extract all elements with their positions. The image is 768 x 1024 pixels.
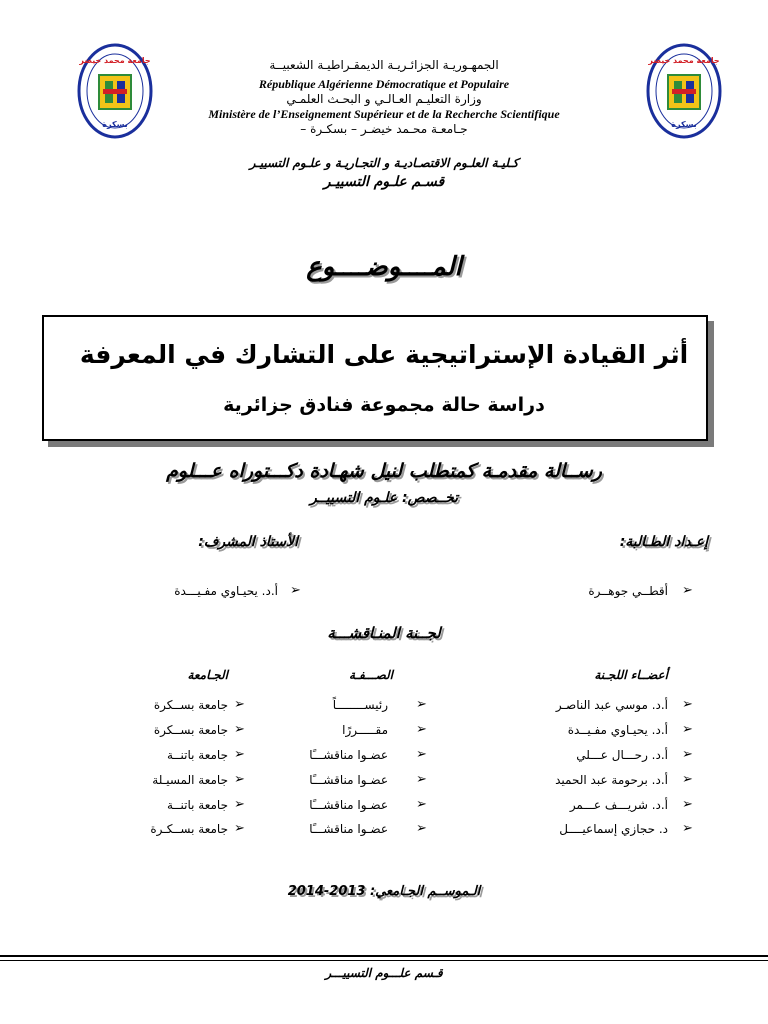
bullet-arrow-icon: ➢ <box>682 722 693 737</box>
subject-label: المــــوضــــوع <box>306 252 462 282</box>
ministry-french: Ministère de l’Enseignement Supérieur et de la Recherche Scientifique <box>208 107 560 121</box>
bullet-arrow-icon: ➢ <box>234 797 245 812</box>
bullet-arrow-icon: ➢ <box>234 722 245 737</box>
bullet-arrow-icon: ➢ <box>234 747 245 762</box>
committee-role: عضـوا مناقشـــًا <box>309 822 388 836</box>
committee-member: أ.د. برحومة عبد الحميد <box>555 773 668 787</box>
bullet-arrow-icon: ➢ <box>234 697 245 712</box>
committee-member: أ.د. يحيـاوي مفـيــدة <box>567 723 668 737</box>
committee-university: جامعة بســكرة <box>153 698 228 712</box>
committee-role: عضـوا مناقشـــًا <box>309 798 388 812</box>
bullet-arrow-icon: ➢ <box>416 722 427 737</box>
student-name: أقطــي جوهــرة <box>588 584 668 598</box>
ministry-arabic: وزارة التعليـم العـالـي و البحـث العلمـي <box>286 92 482 106</box>
committee-university: جامعة بســكرة <box>153 723 228 737</box>
committee-role: مقـــــررًا <box>342 723 388 737</box>
bullet-arrow-icon: ➢ <box>682 697 693 712</box>
svg-text:جامعة محمد خيضر: جامعة محمد خيضر <box>79 56 151 65</box>
student-label: إعـداد الطـالبة: <box>619 534 708 550</box>
committee-university: جامعة المسيـلة <box>152 773 228 787</box>
bullet-arrow-icon: ➢ <box>416 772 427 787</box>
committee-header-university: الجـامعة <box>187 668 228 682</box>
committee-role: عضـوا مناقشـــًا <box>309 748 388 762</box>
svg-text:جامعة محمد خيضر: جامعة محمد خيضر <box>648 56 720 65</box>
thesis-title: أثر القيادة الإستراتيجية على التشارك في المعرفة <box>79 340 689 369</box>
svg-text:بسكرة: بسكرة <box>671 120 697 129</box>
committee-role: رئيســــــــاً <box>332 698 388 712</box>
committee-member: أ.د. رحـــال عـــلي <box>576 748 668 762</box>
bullet-arrow-icon: ➢ <box>682 821 693 836</box>
bullet-arrow-icon: ➢ <box>290 583 301 598</box>
bullet-arrow-icon: ➢ <box>682 797 693 812</box>
university-arabic: جـامعـة محـمد خيضـر – بسكـرة – <box>300 122 468 136</box>
committee-university: جامعة بســكـرة <box>150 822 228 836</box>
committee-university: جامعة باتنــة <box>167 798 228 812</box>
bullet-arrow-icon: ➢ <box>234 821 245 836</box>
bullet-arrow-icon: ➢ <box>682 772 693 787</box>
svg-text:بسكرة: بسكرة <box>102 120 128 129</box>
bullet-arrow-icon: ➢ <box>682 583 693 598</box>
committee-header-members: أعضــاء اللجـنة <box>594 668 668 682</box>
bullet-arrow-icon: ➢ <box>682 747 693 762</box>
committee-university: جامعة باتنــة <box>167 748 228 762</box>
thesis-specialty: تخــصص: علـوم التسييــر <box>309 490 458 506</box>
committee-header-role: الصـــفـة <box>349 668 393 682</box>
thesis-subtitle: دراسة حالة مجموعة فنادق جزائرية <box>223 394 545 416</box>
bullet-arrow-icon: ➢ <box>234 772 245 787</box>
thesis-purpose: رســالة مقدمـة كمتطلب لنيل شهـادة دكـــتوراه عـــلوم <box>166 460 602 482</box>
committee-member: أ.د. شريـــف عـــمر <box>569 798 668 812</box>
committee-title: لجــنة المنـاقشـــة <box>327 624 441 642</box>
republic-french: République Algérienne Démocratique et Populaire <box>258 77 510 91</box>
supervisor-name: أ.د. يحيـاوي مفـيـــدة <box>174 584 278 598</box>
footer-divider <box>0 955 768 957</box>
faculty-name: كـليـة العلـوم الاقتصـاديـة و التجـاريـة و علـوم التسييـر <box>249 156 519 170</box>
committee-member: د. حجازي إسماعيــــل <box>559 822 668 836</box>
committee-role: عضـوا مناقشـــًا <box>309 773 388 787</box>
footer-divider-thin <box>0 960 768 961</box>
committee-member: أ.د. موسي عبد الناصـر <box>555 698 668 712</box>
title-box <box>42 315 708 441</box>
republic-arabic: الجمهـوريـة الجزائـريـة الديمقـراطيـة الشعبيــة <box>269 58 499 72</box>
academic-year: الـموســم الجـامعي: 2013-2014 <box>287 884 481 899</box>
footer-department: قـسم علـــوم التسييـــر <box>325 966 443 980</box>
bullet-arrow-icon: ➢ <box>416 697 427 712</box>
bullet-arrow-icon: ➢ <box>416 821 427 836</box>
bullet-arrow-icon: ➢ <box>416 747 427 762</box>
department-name: قسـم علـوم التسييـر <box>323 174 445 190</box>
bullet-arrow-icon: ➢ <box>416 797 427 812</box>
supervisor-label: الأستاذ المشرف: <box>198 534 298 550</box>
